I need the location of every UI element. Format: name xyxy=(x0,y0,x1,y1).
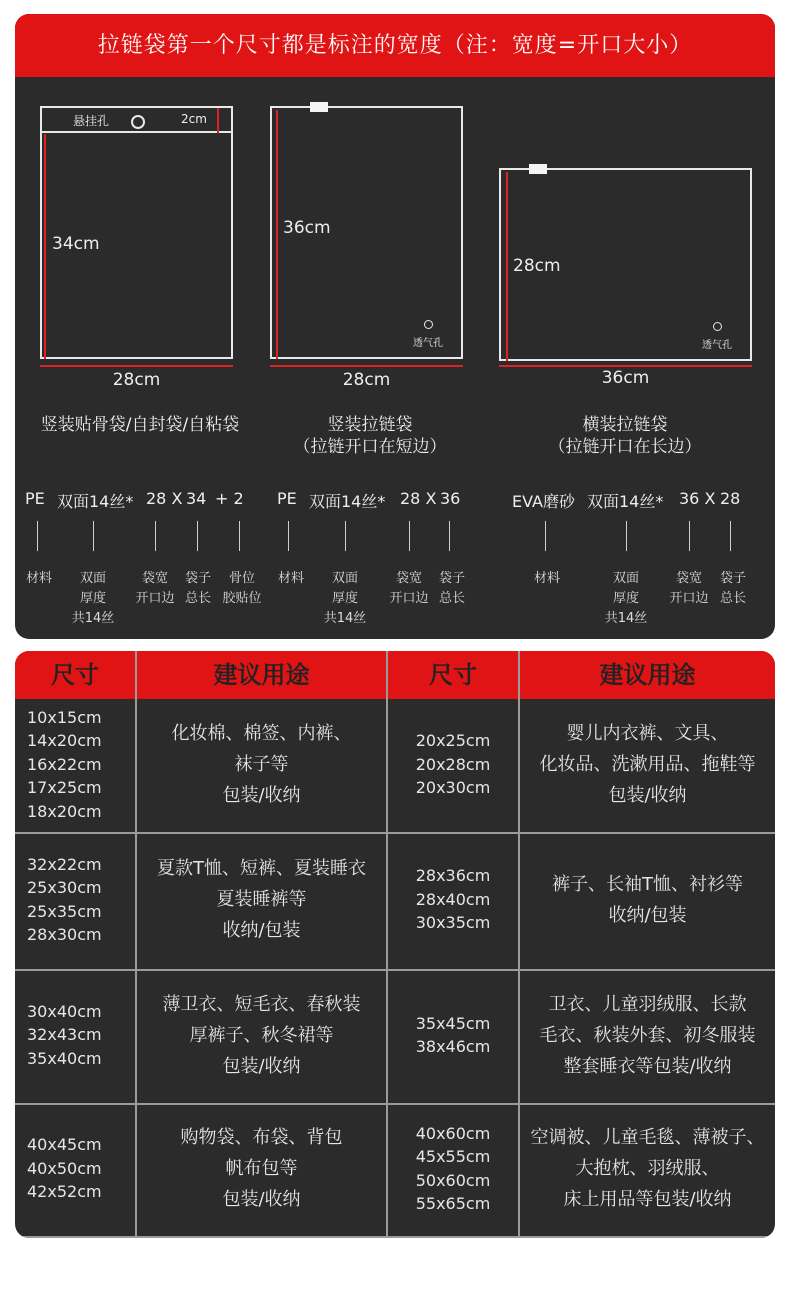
height-indicator-line xyxy=(506,172,508,361)
usage-text-line: 裤子、长袖T恤、衬衫等 xyxy=(552,873,743,895)
usage-text-line: 整套睡衣等包装/收纳 xyxy=(563,1055,732,1077)
leader-tick xyxy=(449,521,450,551)
usage-text-line: 毛衣、秋装外套、初冬服装 xyxy=(539,1024,756,1046)
bag2-name-line1: 竖装拉链袋 xyxy=(327,415,413,435)
usage-text xyxy=(137,853,386,946)
size-list xyxy=(27,1000,135,1071)
legend-bone-glue: 骨位 胶贴位 xyxy=(222,571,262,606)
usage-text-line: 厚裤子、秋冬裙等 xyxy=(189,1024,334,1046)
size-list-line: 50x60cm xyxy=(415,1170,491,1190)
code-part-thickness: 双面14丝* xyxy=(309,492,386,511)
size-list-line: 28x40cm xyxy=(415,889,491,909)
vent-hole-label: 透气孔 xyxy=(413,338,443,349)
bag3-width-label: 36cm xyxy=(601,368,650,388)
legend-length: 袋子 总长 xyxy=(438,571,466,606)
size-list xyxy=(27,853,135,947)
usage-text-line: 购物袋、布袋、背包 xyxy=(180,1127,343,1148)
usage-text-line: 化妆棉、棉签、内裤、 xyxy=(171,723,352,744)
hanging-hole-label: 悬挂孔 xyxy=(73,114,110,128)
usage-text xyxy=(520,718,775,811)
usage-table xyxy=(15,651,775,1238)
row-divider xyxy=(15,1103,775,1105)
size-list-line: 14x20cm xyxy=(27,731,102,751)
size-list-line: 20x30cm xyxy=(415,778,491,798)
legend-material: 材料 xyxy=(25,571,53,586)
size-list-line: 28x36cm xyxy=(415,866,491,886)
legend-width: 袋宽 开口边 xyxy=(135,571,175,606)
vent-hole-icon xyxy=(424,320,433,329)
table-header-use: 建议用途 xyxy=(520,651,775,699)
leader-tick xyxy=(155,521,156,551)
legend-material: 材料 xyxy=(533,571,561,586)
width-indicator-line xyxy=(270,365,463,367)
zipper-slider-icon xyxy=(529,164,547,174)
code-part-thickness: 双面14丝* xyxy=(57,492,134,511)
bag1-height-label: 34cm xyxy=(52,234,100,254)
size-list-line: 25x30cm xyxy=(27,878,102,897)
height-indicator-line xyxy=(276,110,278,359)
size-list-line: 10x15cm xyxy=(27,707,102,727)
usage-text-line: 婴儿内衣裤、文具、 xyxy=(566,723,729,744)
vent-hole-label: 透气孔 xyxy=(702,340,732,351)
usage-text-line: 袜子等 xyxy=(234,754,289,775)
usage-text xyxy=(520,989,775,1082)
height-indicator-line xyxy=(44,134,46,359)
usage-text-line: 卫衣、儿童羽绒服、长款 xyxy=(548,993,747,1015)
code-part-length: 28 xyxy=(720,489,741,508)
header-title: 拉链袋第一个尺寸都是标注的宽度（注：宽度=开口大小） xyxy=(97,33,693,58)
usage-text-line: 床上用品等包装/收纳 xyxy=(563,1189,732,1210)
size-list-line: 42x52cm xyxy=(27,1182,102,1202)
leader-tick xyxy=(689,521,690,551)
usage-text xyxy=(520,869,775,931)
usage-text xyxy=(137,718,386,811)
usage-text-line: 大抱枕、羽绒服、 xyxy=(575,1158,720,1179)
width-indicator-line xyxy=(40,365,233,367)
width-indicator-line xyxy=(499,365,752,367)
usage-text xyxy=(520,1122,775,1215)
legend-width: 袋宽 开口边 xyxy=(669,571,709,606)
code-part-length: 34 xyxy=(186,489,207,508)
usage-text-line: 夏款T恤、短裤、夏装睡衣 xyxy=(157,858,366,879)
size-list xyxy=(388,864,518,935)
code-part-length: 36 xyxy=(440,489,461,508)
usage-text-line: 化妆品、洗漱用品、拖鞋等 xyxy=(539,754,756,775)
legend-thickness: 双面 厚度 共14丝 xyxy=(604,571,648,626)
leader-tick xyxy=(239,521,240,551)
bag3-name-line2: （拉链开口在长边） xyxy=(548,437,702,457)
size-list-line: 32x43cm xyxy=(27,1025,102,1045)
legend-thickness: 双面 厚度 共14丝 xyxy=(71,571,115,626)
table-header-size: 尺寸 xyxy=(388,651,518,699)
usage-text-line: 收纳/包装 xyxy=(608,904,687,926)
strip-indicator-line xyxy=(217,108,219,133)
legend-width: 袋宽 开口边 xyxy=(389,571,429,606)
bag3-height-label: 28cm xyxy=(513,256,561,276)
size-list-line: 28x30cm xyxy=(27,925,102,944)
leader-tick xyxy=(409,521,410,551)
size-list xyxy=(388,1012,518,1059)
usage-text-line: 薄卫衣、短毛衣、春秋装 xyxy=(162,993,361,1015)
usage-text-line: 包装/收纳 xyxy=(222,1055,301,1077)
bag2-height-label: 36cm xyxy=(283,218,331,238)
size-list-line: 55x65cm xyxy=(415,1194,491,1213)
bag-diagram-self-seal xyxy=(40,106,233,359)
size-list-line: 40x45cm xyxy=(27,1135,102,1155)
row-divider xyxy=(15,969,775,971)
size-list-line: 20x25cm xyxy=(415,731,491,751)
size-list xyxy=(27,706,135,824)
legend-length: 袋子 总长 xyxy=(719,571,747,606)
usage-text-line: 收纳/包装 xyxy=(222,920,301,941)
size-list-line: 18x20cm xyxy=(27,801,102,821)
leader-tick xyxy=(37,521,38,551)
seal-strip-line xyxy=(42,131,231,133)
size-list-line: 32x22cm xyxy=(27,854,102,874)
size-list-line: 45x55cm xyxy=(415,1147,491,1166)
usage-text xyxy=(137,1122,386,1215)
size-list-line: 35x40cm xyxy=(27,1048,102,1068)
leader-tick xyxy=(626,521,627,551)
usage-text-line: 夏装睡裤等 xyxy=(216,889,307,910)
row-divider xyxy=(15,832,775,834)
size-list-line: 30x40cm xyxy=(27,1001,102,1021)
code-part-material: PE xyxy=(277,489,297,508)
legend-length: 袋子 总长 xyxy=(184,571,212,606)
size-list-line: 38x46cm xyxy=(415,1037,491,1056)
code-part-material: PE xyxy=(25,489,45,508)
leader-tick xyxy=(197,521,198,551)
size-list xyxy=(27,1133,135,1204)
code-part-width: 36 X xyxy=(679,489,716,508)
usage-text-line: 包装/收纳 xyxy=(222,1189,301,1210)
size-list-line: 17x25cm xyxy=(27,778,102,798)
bag-diagram-panel xyxy=(15,14,775,639)
code-part-material: EVA磨砂 xyxy=(512,492,575,511)
bag1-width-label: 28cm xyxy=(112,370,161,390)
legend-thickness: 双面 厚度 共14丝 xyxy=(323,571,367,626)
size-list-line: 16x22cm xyxy=(27,754,102,774)
strip-width-label: 2cm xyxy=(181,112,207,126)
bag2-name-line2: （拉链开口在短边） xyxy=(293,437,447,457)
bag2-width-label: 28cm xyxy=(342,370,391,390)
code-part-thickness: 双面14丝* xyxy=(587,492,664,511)
bag1-name: 竖装贴骨袋/自封袋/自粘袋 xyxy=(40,415,240,435)
size-list xyxy=(388,1122,518,1216)
size-list-line: 25x35cm xyxy=(27,901,102,921)
size-list-line: 40x50cm xyxy=(27,1158,102,1178)
row-divider xyxy=(15,1236,775,1238)
size-list-line: 30x35cm xyxy=(415,913,491,933)
leader-tick xyxy=(288,521,289,551)
table-header-use: 建议用途 xyxy=(137,651,386,699)
bag3-name-line1: 横装拉链袋 xyxy=(582,415,668,435)
code-part-width: 28 X xyxy=(146,489,183,508)
size-list-line: 40x60cm xyxy=(415,1123,491,1143)
size-list xyxy=(388,729,518,800)
usage-text-line: 包装/收纳 xyxy=(222,785,301,806)
code-part-extra: + 2 xyxy=(215,489,244,508)
leader-tick xyxy=(730,521,731,551)
usage-text-line: 包装/收纳 xyxy=(608,785,687,806)
usage-text-line: 空调被、儿童毛毯、薄被子、 xyxy=(530,1127,765,1148)
table-header-size: 尺寸 xyxy=(15,651,135,699)
zipper-slider-icon xyxy=(310,102,328,112)
usage-text-line: 帆布包等 xyxy=(225,1158,298,1179)
leader-tick xyxy=(93,521,94,551)
size-list-line: 20x28cm xyxy=(415,754,491,774)
leader-tick xyxy=(345,521,346,551)
legend-material: 材料 xyxy=(277,571,305,586)
vent-hole-icon xyxy=(713,322,722,331)
leader-tick xyxy=(545,521,546,551)
hanging-hole-icon xyxy=(131,115,145,129)
code-part-width: 28 X xyxy=(400,489,437,508)
usage-text xyxy=(137,989,386,1082)
size-list-line: 35x45cm xyxy=(415,1013,491,1033)
